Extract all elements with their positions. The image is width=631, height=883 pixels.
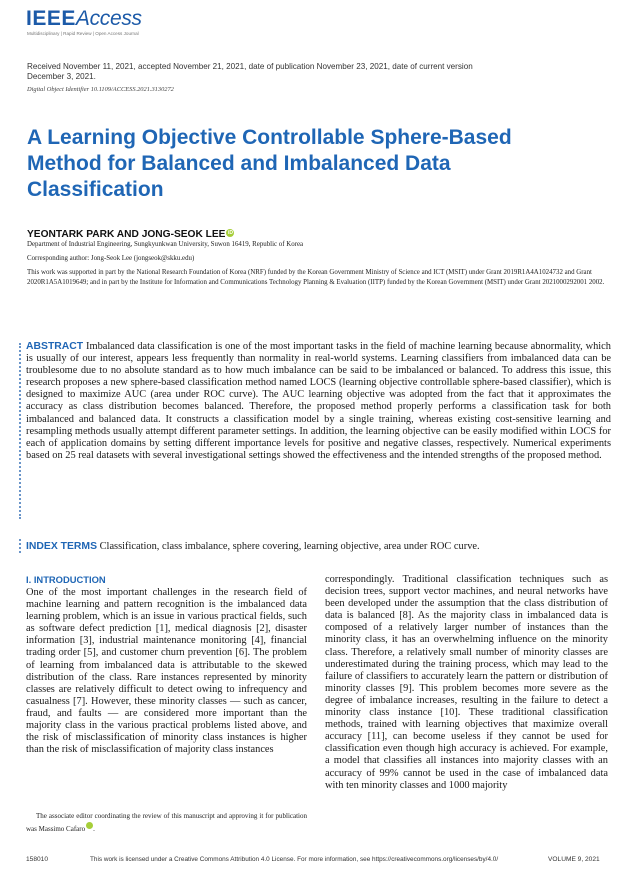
intro-left-column: One of the most important challenges in the research field of machine learning and pattern recognition is the imbalanced data learning problem, which is an issue in various practical fields, such as software defect prediction [1], medical diagnosis [2], disaster information [3], industrial maintenance monitoring [4], financial trading order [5], and customer churn prevention [6]. The problem of learning from imbalanced data is attributable to the skewed distribution of the class. Rare instances represented by minority classes are relatively difficult to detect owing to infrequency and casualness [7]. However, these minority classes — such as cancer, fraud, and faults — are considered more important than the majority class in the various practical problems listed above, and the risk of misclassification of minority class instances is higher than the risk of misclassification of majority class instances: [26, 587, 307, 756]
funding-statement: This work was supported in part by the National Research Foundation of Korea (NRF) funded by the Korean Government Ministry of Science and ICT (MSIT) under Grant 2019R1A4A1024732 and Grant 2020R1A5A1019649; and in part by the Institute for Information and Communications Technology Planning & Evaluation (IITP) funded by the Korean Government (MSIT) under Grant 2021000292001 2002.: [27, 269, 605, 286]
footnote-text: The associate editor coordinating the review of this manuscript and approving it for publication was Massimo Cafaro: [26, 812, 307, 833]
affiliation: Department of Industrial Engineering, Sungkyunkwan University, Suwon 16419, Republic of Korea: [27, 241, 304, 248]
index-terms-dotted-rule: [19, 539, 21, 553]
index-terms: [26, 541, 611, 553]
orcid-icon[interactable]: [86, 822, 93, 829]
journal-logo: [26, 8, 142, 30]
abstract-dotted-rule: [19, 343, 21, 519]
logo-access: Access: [75, 7, 142, 30]
page-number: 158010: [26, 856, 49, 863]
orcid-icon[interactable]: iD: [227, 230, 233, 236]
section-heading-introduction: I. INTRODUCTION: [26, 574, 106, 585]
author-names: YEONTARK PARK AND JONG-SEOK LEE: [27, 229, 226, 240]
index-terms-text: Classification, class imbalance, sphere covering, learning objective, area under ROC curve.: [99, 541, 480, 552]
corresponding-author: Corresponding author: Jong-Seok Lee (jongseok@skku.edu): [27, 255, 195, 262]
logo-ieee: IEEE: [26, 7, 76, 30]
doi: Digital Object Identifier 10.1109/ACCESS.2021.3130272: [27, 86, 174, 93]
volume-label: VOLUME 9, 2021: [548, 856, 600, 863]
authors: [27, 229, 234, 240]
paper-title: A Learning Objective Controllable Sphere-Based Method for Balanced and Imbalanced Data Classification: [27, 126, 512, 201]
intro-right-column: correspondingly. Traditional classification techniques such as decision trees, support vector machines, and neural networks have been developed under the assumption that the class distribution of data is balanced [8]. As the majority class in imbalanced data is composed of a relatively larger number of instances than the minority class, it has an overwhelming influence on the minority class. Therefore, a relatively small number of minority classes are underestimated during the training process, which may lead to the failure of classifiers to accurately learn the pattern or distribution of minority classes [9]. This problem becomes more severe as the degree of imbalance increases, resulting in the failure to detect a minority class instance [10]. These traditional classification methods, trained with learning objectives that maximize overall accuracy [11], can become useless if they cannot be used for classification even though high accuracy is achieved. For example, a model that classifies all instances into majority classes with an accuracy of 99% cannot be used in the case of imbalanced data with ten minority classes and 1000 majority: [325, 574, 608, 791]
license-notice: This work is licensed under a Creative Commons Attribution 4.0 License. For more information, see https://creativecommons.org/licenses/by/4.0/: [90, 856, 499, 863]
index-terms-label: INDEX TERMS: [26, 541, 98, 552]
editor-footnote: The associate editor coordinating the review of this manuscript and approving it for publication was Massimo Cafaro .: [26, 812, 307, 833]
journal-tagline: Multidisciplinary | Rapid Review | Open Access Journal: [27, 31, 139, 36]
abstract: [26, 341, 611, 462]
abstract-text: Imbalanced data classification is one of the most important tasks in the field of machine learning because abnormality, which is usually of our interest, appears less frequently than normality in real-world systems. Learning classifiers from imbalanced data can be troublesome due to no absolute standard as to how much imbalance can be said to be imbalanced or balanced. To address this issue, this research proposes a new sphere-based classification method named LOCS (learning objective controllable sphere-based classifier), which is designed to maximize AUC (area under ROC curve). The AUC learning objective was adopted from the fact that it approximates the accuracy as class distribution becomes balanced. Therefore, the proposed method properly performs a classification task for both imbalanced and balanced data. It constructs a classification model by a single training, whereas existing cost-sensitive learning and resampling methods usually attempt different parameter settings. In addition, the learning objective can be easily modified within LOCS for each of application domains by setting different importance levels for positive and negative classes, respectively. Numerical experiments based on 25 real datasets with several investigational settings showed the effectiveness and the intended strengths of the proposed method.: [26, 341, 611, 461]
abstract-label: ABSTRACT: [26, 341, 84, 352]
publication-dates: Received November 11, 2021, accepted November 21, 2021, date of publication November 23, 2021, date of current version December 3, 2021.: [27, 62, 473, 81]
